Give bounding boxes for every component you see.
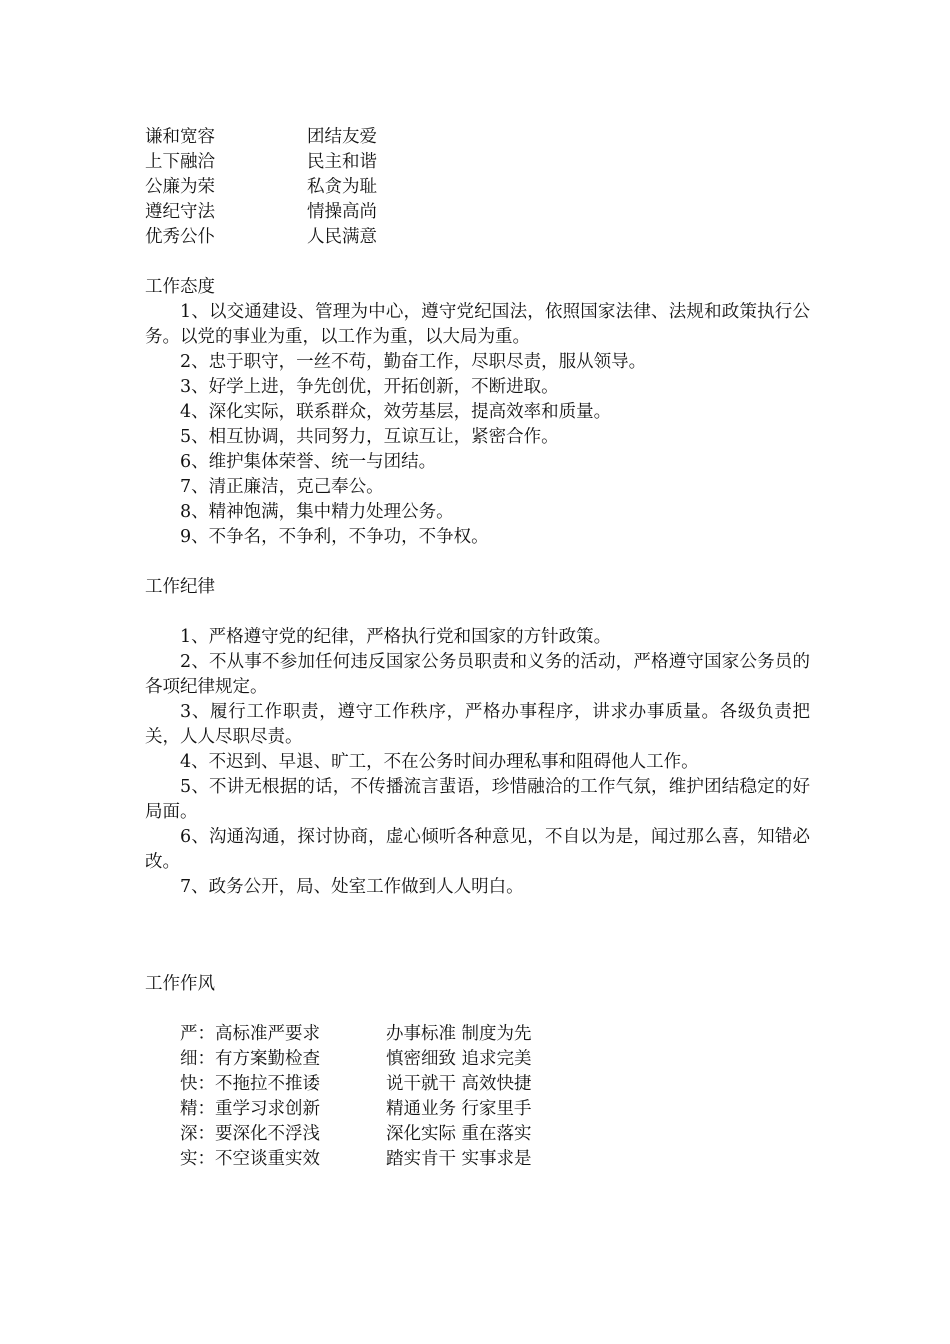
discipline-item: 7、政务公开，局、处室工作做到人人明白。 (180, 877, 524, 897)
attitude-list (145, 300, 810, 550)
attitude-item: 5、相互协调，共同努力，互谅互让，紧密合作。 (180, 427, 559, 447)
motto-pairs (145, 125, 810, 250)
discipline-item: 3、履行工作职责，遵守工作秩序，严格办事程序，讲求办事质量。各级负责把关，人人尽职尽责。 (145, 702, 810, 747)
motto-left: 遵纪守法 (145, 202, 215, 222)
motto-left: 公廉为荣 (145, 177, 215, 197)
attitude-item: 7、清正廉洁，克己奉公。 (180, 477, 384, 497)
attitude-item: 4、深化实际，联系群众，效劳基层，提高效率和质量。 (180, 402, 612, 422)
discipline-heading: 工作纪律 (145, 577, 215, 597)
motto-left: 谦和宽容 (145, 127, 215, 147)
style-right: 深化实际 重在落实 (386, 1124, 532, 1144)
style-left: 快：不拖拉不推诿 (180, 1074, 320, 1094)
style-left: 严：高标准严要求 (180, 1024, 320, 1044)
discipline-item: 4、不迟到、早退、旷工，不在公务时间办理私事和阻碍他人工作。 (180, 752, 699, 772)
style-right: 慎密细致 追求完美 (386, 1049, 532, 1069)
discipline-list (145, 625, 810, 900)
motto-right: 人民满意 (307, 227, 377, 247)
style-row (145, 1072, 810, 1097)
motto-left: 上下融洽 (145, 152, 215, 172)
motto-row (145, 125, 810, 150)
discipline-item: 5、不讲无根据的话，不传播流言蜚语，珍惜融洽的工作气氛，维护团结稳定的好局面。 (145, 777, 810, 822)
style-row (145, 1122, 810, 1147)
style-left: 细：有方案勤检查 (180, 1049, 320, 1069)
motto-right: 私贪为耻 (307, 177, 377, 197)
discipline-item: 2、不从事不参加任何违反国家公务员职责和义务的活动，严格遵守国家公务员的各项纪律规定。 (145, 652, 810, 697)
motto-row (145, 200, 810, 225)
style-table (145, 1022, 810, 1172)
motto-row (145, 225, 810, 250)
attitude-item: 2、忠于职守，一丝不苟，勤奋工作，尽职尽责，服从领导。 (180, 352, 647, 372)
attitude-item: 9、不争名，不争利，不争功，不争权。 (180, 527, 489, 547)
motto-right: 民主和谐 (307, 152, 377, 172)
discipline-item: 6、沟通沟通，探讨协商，虚心倾听各种意见，不自以为是，闻过那么喜，知错必改。 (145, 827, 810, 872)
motto-right: 情操高尚 (307, 202, 377, 222)
motto-left: 优秀公仆 (145, 227, 215, 247)
motto-row (145, 175, 810, 200)
style-left: 精：重学习求创新 (180, 1099, 320, 1119)
discipline-item: 1、严格遵守党的纪律，严格执行党和国家的方针政策。 (180, 627, 612, 647)
motto-right: 团结友爱 (307, 127, 377, 147)
style-right: 踏实肯干 实事求是 (386, 1149, 532, 1169)
style-row (145, 1147, 810, 1172)
style-left: 深：要深化不浮浅 (180, 1124, 320, 1144)
style-right: 精通业务 行家里手 (386, 1099, 532, 1119)
style-row (145, 1047, 810, 1072)
style-right: 办事标准 制度为先 (386, 1024, 532, 1044)
attitude-heading: 工作态度 (145, 277, 215, 297)
attitude-item: 6、维护集体荣誉、统一与团结。 (180, 452, 437, 472)
style-heading: 工作作风 (145, 974, 215, 994)
attitude-item: 8、精神饱满，集中精力处理公务。 (180, 502, 454, 522)
style-right: 说干就干 高效快捷 (386, 1074, 532, 1094)
attitude-item: 3、好学上进，争先创优，开拓创新，不断进取。 (180, 377, 559, 397)
style-row (145, 1022, 810, 1047)
motto-row (145, 150, 810, 175)
attitude-item: 1、以交通建设、管理为中心，遵守党纪国法，依照国家法律、法规和政策执行公务。以党的事业为重，以工作为重，以大局为重。 (145, 302, 810, 347)
style-row (145, 1097, 810, 1122)
style-left: 实：不空谈重实效 (180, 1149, 320, 1169)
